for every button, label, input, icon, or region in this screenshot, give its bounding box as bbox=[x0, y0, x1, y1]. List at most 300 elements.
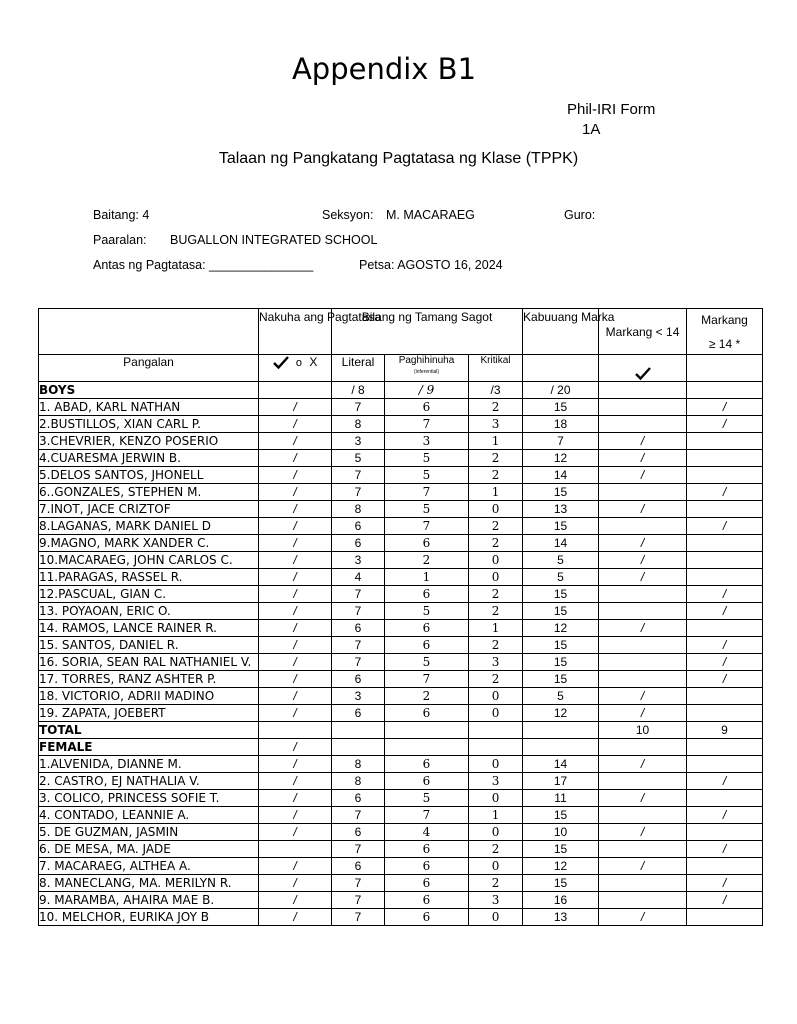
kritikal-score: 0 bbox=[469, 824, 523, 841]
kritikal-score: 0 bbox=[469, 569, 523, 586]
below-14-mark bbox=[599, 671, 687, 688]
at-least-14-mark bbox=[687, 824, 763, 841]
student-row bbox=[39, 671, 763, 688]
taken-mark: / bbox=[259, 875, 332, 892]
taken-mark: / bbox=[259, 790, 332, 807]
paghihinuha-score: 6 bbox=[385, 535, 469, 552]
below-14-mark bbox=[599, 875, 687, 892]
at-least-14-mark: / bbox=[687, 586, 763, 603]
student-row bbox=[39, 875, 763, 892]
page-title: Appendix B1 bbox=[291, 52, 477, 86]
taken-mark: / bbox=[259, 518, 332, 535]
kritikal-max: /3 bbox=[469, 382, 523, 399]
total-score: 15 bbox=[523, 518, 599, 535]
total-score: 14 bbox=[523, 467, 599, 484]
header-kritikal: Kritikal bbox=[469, 355, 523, 382]
student-name: 10.MACARAEG, JOHN CARLOS C. bbox=[39, 552, 259, 569]
header-lt-check bbox=[599, 355, 687, 382]
below-14-mark: / bbox=[599, 688, 687, 705]
total-score: 13 bbox=[523, 501, 599, 518]
header-nakuha: Nakuha ang Pagtatasa bbox=[259, 309, 332, 355]
female-section-row bbox=[39, 739, 763, 756]
total-score: 13 bbox=[523, 909, 599, 926]
kritikal-score: 0 bbox=[469, 858, 523, 875]
literal-score: 5 bbox=[332, 450, 385, 467]
literal-max: / 8 bbox=[332, 382, 385, 399]
kritikal-score: 0 bbox=[469, 688, 523, 705]
kritikal-score: 2 bbox=[469, 841, 523, 858]
student-row bbox=[39, 467, 763, 484]
kritikal-score: 2 bbox=[469, 399, 523, 416]
header-ge-blank bbox=[687, 355, 763, 382]
at-least-14-mark: / bbox=[687, 841, 763, 858]
header-paghihinuha: Paghihinuha (inferential) bbox=[385, 355, 469, 382]
student-row bbox=[39, 654, 763, 671]
assessment-date: Petsa: AGOSTO 16, 2024 bbox=[359, 258, 503, 272]
below-14-mark bbox=[599, 484, 687, 501]
student-row bbox=[39, 433, 763, 450]
total-at-least-14: 9 bbox=[687, 722, 763, 739]
below-14-mark bbox=[599, 637, 687, 654]
student-row bbox=[39, 892, 763, 909]
below-14-mark: / bbox=[599, 535, 687, 552]
kritikal-score: 2 bbox=[469, 637, 523, 654]
form-subtitle: Talaan ng Pangkatang Pagtatasa ng Klase (TPPK) bbox=[218, 150, 579, 167]
taken-mark: / bbox=[259, 739, 332, 756]
student-row bbox=[39, 858, 763, 875]
empty-cell bbox=[599, 739, 687, 756]
taken-mark: / bbox=[259, 552, 332, 569]
header-markang-ge-line2: ≥ 14 * bbox=[708, 336, 741, 351]
at-least-14-mark: / bbox=[687, 892, 763, 909]
student-row bbox=[39, 824, 763, 841]
header-blank bbox=[39, 309, 259, 355]
student-name: 4.CUARESMA JERWIN B. bbox=[39, 450, 259, 467]
taken-mark: / bbox=[259, 858, 332, 875]
total-score: 5 bbox=[523, 569, 599, 586]
literal-score: 6 bbox=[332, 705, 385, 722]
literal-score: 7 bbox=[332, 467, 385, 484]
taken-mark: / bbox=[259, 535, 332, 552]
paghihinuha-score: 6 bbox=[385, 586, 469, 603]
at-least-14-mark: / bbox=[687, 671, 763, 688]
header-markang-ge bbox=[687, 309, 763, 355]
student-name: 8.LAGANAS, MARK DANIEL D bbox=[39, 518, 259, 535]
literal-score: 7 bbox=[332, 807, 385, 824]
at-least-14-mark: / bbox=[687, 399, 763, 416]
kritikal-score: 0 bbox=[469, 705, 523, 722]
at-least-14-mark: / bbox=[687, 875, 763, 892]
student-name: 15. SANTOS, DANIEL R. bbox=[39, 637, 259, 654]
empty-cell bbox=[332, 722, 385, 739]
literal-score: 6 bbox=[332, 620, 385, 637]
total-score: 12 bbox=[523, 450, 599, 467]
student-name: 5. DE GUZMAN, JASMIN bbox=[39, 824, 259, 841]
header-literal: Literal bbox=[332, 355, 385, 382]
student-name: 17. TORRES, RANZ ASHTER P. bbox=[39, 671, 259, 688]
paghihinuha-score: 6 bbox=[385, 858, 469, 875]
total-score: 5 bbox=[523, 688, 599, 705]
total-score: 12 bbox=[523, 705, 599, 722]
taken-mark: / bbox=[259, 450, 332, 467]
student-name: 2.BUSTILLOS, XIAN CARL P. bbox=[39, 416, 259, 433]
form-number: 1A bbox=[582, 121, 601, 138]
paghihinuha-score: 6 bbox=[385, 892, 469, 909]
literal-score: 6 bbox=[332, 824, 385, 841]
header-pangalan: Pangalan bbox=[39, 355, 259, 382]
student-row bbox=[39, 535, 763, 552]
total-score: 12 bbox=[523, 620, 599, 637]
literal-score: 6 bbox=[332, 790, 385, 807]
below-14-mark: / bbox=[599, 620, 687, 637]
student-row bbox=[39, 773, 763, 790]
paghihinuha-score: 2 bbox=[385, 552, 469, 569]
taken-mark: / bbox=[259, 756, 332, 773]
teacher-label: Guro: bbox=[564, 208, 596, 222]
student-name: 3. COLICO, PRINCESS SOFIE T. bbox=[39, 790, 259, 807]
total-score: 15 bbox=[523, 603, 599, 620]
taken-mark: / bbox=[259, 467, 332, 484]
checkmark-icon bbox=[273, 356, 289, 369]
paghihinuha-score: 6 bbox=[385, 841, 469, 858]
student-row bbox=[39, 518, 763, 535]
assessment-level: Antas ng Pagtatasa: _______________ bbox=[93, 258, 314, 272]
below-14-mark bbox=[599, 654, 687, 671]
kritikal-score: 3 bbox=[469, 416, 523, 433]
paghihinuha-score: 5 bbox=[385, 467, 469, 484]
literal-score: 3 bbox=[332, 688, 385, 705]
kritikal-score: 0 bbox=[469, 501, 523, 518]
student-row bbox=[39, 756, 763, 773]
below-14-mark: / bbox=[599, 569, 687, 586]
kritikal-score: 0 bbox=[469, 790, 523, 807]
below-14-mark bbox=[599, 399, 687, 416]
kritikal-score: 1 bbox=[469, 433, 523, 450]
grade-label: Baitang: 4 bbox=[93, 208, 150, 222]
student-name: 10. MELCHOR, EURIKA JOY B bbox=[39, 909, 259, 926]
at-least-14-mark bbox=[687, 705, 763, 722]
taken-mark: / bbox=[259, 824, 332, 841]
at-least-14-mark bbox=[687, 552, 763, 569]
below-14-mark bbox=[599, 892, 687, 909]
empty-cell bbox=[259, 382, 332, 399]
student-name: 5.DELOS SANTOS, JHONELL bbox=[39, 467, 259, 484]
total-score: 14 bbox=[523, 756, 599, 773]
total-score: 15 bbox=[523, 637, 599, 654]
total-score: 15 bbox=[523, 875, 599, 892]
section-value: M. MACARAEG bbox=[386, 208, 475, 222]
below-14-mark bbox=[599, 773, 687, 790]
paghihinuha-score: 6 bbox=[385, 875, 469, 892]
literal-score: 7 bbox=[332, 399, 385, 416]
kritikal-score: 0 bbox=[469, 552, 523, 569]
paghihinuha-score: 5 bbox=[385, 603, 469, 620]
paghihinuha-score: 4 bbox=[385, 824, 469, 841]
header-markang-lt: Markang < 14 bbox=[599, 309, 687, 355]
student-name: 1. ABAD, KARL NATHAN bbox=[39, 399, 259, 416]
literal-score: 7 bbox=[332, 654, 385, 671]
kritikal-score: 2 bbox=[469, 603, 523, 620]
student-row bbox=[39, 501, 763, 518]
student-row bbox=[39, 688, 763, 705]
student-row bbox=[39, 841, 763, 858]
kritikal-score: 0 bbox=[469, 909, 523, 926]
header-kabuuang-blank bbox=[523, 355, 599, 382]
literal-score: 8 bbox=[332, 773, 385, 790]
paghihinuha-score: 7 bbox=[385, 484, 469, 501]
literal-score: 6 bbox=[332, 858, 385, 875]
header-inferential: inferential bbox=[415, 369, 438, 375]
student-name: 7. MACARAEG, ALTHEA A. bbox=[39, 858, 259, 875]
kritikal-score: 2 bbox=[469, 518, 523, 535]
at-least-14-mark: / bbox=[687, 416, 763, 433]
form-label: Phil-IRI Form bbox=[567, 101, 656, 118]
legend-x: X bbox=[309, 355, 318, 369]
at-least-14-mark bbox=[687, 535, 763, 552]
taken-mark: / bbox=[259, 688, 332, 705]
taken-mark: / bbox=[259, 773, 332, 790]
at-least-14-mark bbox=[687, 909, 763, 926]
literal-score: 7 bbox=[332, 892, 385, 909]
student-name: 8. MANECLANG, MA. MERILYN R. bbox=[39, 875, 259, 892]
total-score: 15 bbox=[523, 484, 599, 501]
paghihinuha-score: 5 bbox=[385, 654, 469, 671]
at-least-14-mark: / bbox=[687, 518, 763, 535]
at-least-14-mark bbox=[687, 467, 763, 484]
literal-score: 3 bbox=[332, 552, 385, 569]
below-14-mark: / bbox=[599, 501, 687, 518]
taken-mark: / bbox=[259, 620, 332, 637]
at-least-14-mark bbox=[687, 433, 763, 450]
taken-mark: / bbox=[259, 586, 332, 603]
literal-score: 4 bbox=[332, 569, 385, 586]
total-score: 7 bbox=[523, 433, 599, 450]
total-score: 15 bbox=[523, 654, 599, 671]
total-score: 14 bbox=[523, 535, 599, 552]
student-name: 12.PASCUAL, GIAN C. bbox=[39, 586, 259, 603]
total-below-14: 10 bbox=[599, 722, 687, 739]
literal-score: 8 bbox=[332, 756, 385, 773]
below-14-mark: / bbox=[599, 824, 687, 841]
below-14-mark bbox=[599, 586, 687, 603]
kritikal-score: 1 bbox=[469, 484, 523, 501]
total-score: 15 bbox=[523, 586, 599, 603]
literal-score: 8 bbox=[332, 416, 385, 433]
total-score: 15 bbox=[523, 399, 599, 416]
student-row bbox=[39, 790, 763, 807]
total-row bbox=[39, 722, 763, 739]
taken-mark: / bbox=[259, 569, 332, 586]
literal-score: 7 bbox=[332, 841, 385, 858]
student-name: 2. CASTRO, EJ NATHALIA V. bbox=[39, 773, 259, 790]
at-least-14-mark bbox=[687, 501, 763, 518]
kritikal-score: 3 bbox=[469, 773, 523, 790]
taken-mark: / bbox=[259, 654, 332, 671]
kritikal-score: 2 bbox=[469, 450, 523, 467]
paghihinuha-score: 6 bbox=[385, 705, 469, 722]
header-bilang: Bilang ng Tamang Sagot bbox=[332, 309, 523, 355]
below-14-mark bbox=[599, 841, 687, 858]
taken-mark: / bbox=[259, 603, 332, 620]
at-least-14-mark bbox=[687, 620, 763, 637]
below-14-mark: / bbox=[599, 552, 687, 569]
empty-cell bbox=[523, 722, 599, 739]
below-14-mark bbox=[599, 416, 687, 433]
total-score: 15 bbox=[523, 841, 599, 858]
below-14-mark: / bbox=[599, 858, 687, 875]
total-score: 12 bbox=[523, 858, 599, 875]
paghihinuha-score: 5 bbox=[385, 501, 469, 518]
below-14-mark: / bbox=[599, 705, 687, 722]
at-least-14-mark bbox=[687, 790, 763, 807]
empty-cell bbox=[385, 739, 469, 756]
total-score: 10 bbox=[523, 824, 599, 841]
taken-mark bbox=[259, 841, 332, 858]
kritikal-score: 2 bbox=[469, 671, 523, 688]
empty-cell bbox=[469, 739, 523, 756]
literal-score: 6 bbox=[332, 518, 385, 535]
kritikal-score: 3 bbox=[469, 654, 523, 671]
section-label: FEMALE bbox=[39, 739, 259, 756]
literal-score: 6 bbox=[332, 535, 385, 552]
student-name: 6. DE MESA, MA. JADE bbox=[39, 841, 259, 858]
taken-mark: / bbox=[259, 807, 332, 824]
below-14-mark bbox=[599, 807, 687, 824]
below-14-mark: / bbox=[599, 756, 687, 773]
student-name: 11.PARAGAS, RASSEL R. bbox=[39, 569, 259, 586]
paghihinuha-score: 6 bbox=[385, 637, 469, 654]
boys-section-row bbox=[39, 382, 763, 399]
kritikal-score: 2 bbox=[469, 535, 523, 552]
kritikal-score: 0 bbox=[469, 756, 523, 773]
total-score: 15 bbox=[523, 671, 599, 688]
taken-mark: / bbox=[259, 637, 332, 654]
legend-o: o bbox=[295, 357, 303, 369]
literal-score: 7 bbox=[332, 875, 385, 892]
taken-mark: / bbox=[259, 909, 332, 926]
section-label: Seksyon: bbox=[322, 208, 374, 222]
at-least-14-mark: / bbox=[687, 637, 763, 654]
total-score: 5 bbox=[523, 552, 599, 569]
kritikal-score: 2 bbox=[469, 467, 523, 484]
student-row bbox=[39, 603, 763, 620]
paghihinuha-score: 7 bbox=[385, 416, 469, 433]
student-row bbox=[39, 552, 763, 569]
student-row bbox=[39, 416, 763, 433]
student-name: 3.CHEVRIER, KENZO POSERIO bbox=[39, 433, 259, 450]
school-label: Paaralan: bbox=[93, 233, 147, 247]
section-label: BOYS bbox=[39, 382, 259, 399]
taken-mark: / bbox=[259, 484, 332, 501]
kritikal-score: 2 bbox=[469, 875, 523, 892]
student-row bbox=[39, 807, 763, 824]
kritikal-score: 2 bbox=[469, 586, 523, 603]
at-least-14-mark: / bbox=[687, 807, 763, 824]
paghihinuha-score: 5 bbox=[385, 790, 469, 807]
literal-score: 3 bbox=[332, 433, 385, 450]
student-row bbox=[39, 399, 763, 416]
kritikal-score: 1 bbox=[469, 807, 523, 824]
paghihinuha-score: 6 bbox=[385, 773, 469, 790]
literal-score: 7 bbox=[332, 603, 385, 620]
checkmark-icon bbox=[635, 367, 651, 380]
taken-mark: / bbox=[259, 433, 332, 450]
paghihinuha-score: 6 bbox=[385, 756, 469, 773]
taken-mark: / bbox=[259, 671, 332, 688]
below-14-mark: / bbox=[599, 433, 687, 450]
at-least-14-mark bbox=[687, 569, 763, 586]
at-least-14-mark: / bbox=[687, 773, 763, 790]
student-row bbox=[39, 484, 763, 501]
at-least-14-mark: / bbox=[687, 603, 763, 620]
below-14-mark bbox=[599, 518, 687, 535]
empty-cell bbox=[599, 382, 687, 399]
at-least-14-mark bbox=[687, 756, 763, 773]
taken-mark: / bbox=[259, 705, 332, 722]
paghihinuha-score: 6 bbox=[385, 620, 469, 637]
paghihinuha-score: 6 bbox=[385, 399, 469, 416]
kritikal-score: 3 bbox=[469, 892, 523, 909]
paghihinuha-score: 1 bbox=[385, 569, 469, 586]
student-row bbox=[39, 705, 763, 722]
total-score: 16 bbox=[523, 892, 599, 909]
student-row bbox=[39, 569, 763, 586]
empty-cell bbox=[259, 722, 332, 739]
student-name: 9. MARAMBA, AHAIRA MAE B. bbox=[39, 892, 259, 909]
student-row bbox=[39, 586, 763, 603]
tppk-table bbox=[38, 308, 763, 926]
below-14-mark: / bbox=[599, 909, 687, 926]
student-name: 9.MAGNO, MARK XANDER C. bbox=[39, 535, 259, 552]
student-row bbox=[39, 450, 763, 467]
paghihinuha-score: 7 bbox=[385, 807, 469, 824]
at-least-14-mark bbox=[687, 858, 763, 875]
literal-score: 7 bbox=[332, 637, 385, 654]
student-name: 6..GONZALES, STEPHEN M. bbox=[39, 484, 259, 501]
student-name: 4. CONTADO, LEANNIE A. bbox=[39, 807, 259, 824]
student-row bbox=[39, 620, 763, 637]
total-score: 15 bbox=[523, 807, 599, 824]
literal-score: 7 bbox=[332, 586, 385, 603]
total-score: 17 bbox=[523, 773, 599, 790]
header-paghihinuha-label: Paghihinuha bbox=[398, 355, 455, 366]
paghihinuha-score: 7 bbox=[385, 518, 469, 535]
student-name: 14. RAMOS, LANCE RAINER R. bbox=[39, 620, 259, 637]
header-markang-ge-line1: Markang bbox=[701, 312, 748, 327]
school-value: BUGALLON INTEGRATED SCHOOL bbox=[170, 233, 378, 247]
student-name: 16. SORIA, SEAN RAL NATHANIEL V. bbox=[39, 654, 259, 671]
paghihinuha-score: 5 bbox=[385, 450, 469, 467]
total-score: 18 bbox=[523, 416, 599, 433]
below-14-mark bbox=[599, 603, 687, 620]
taken-mark: / bbox=[259, 399, 332, 416]
taken-mark: / bbox=[259, 501, 332, 518]
paghihinuha-score: 3 bbox=[385, 433, 469, 450]
below-14-mark: / bbox=[599, 467, 687, 484]
literal-score: 8 bbox=[332, 501, 385, 518]
taken-mark: / bbox=[259, 892, 332, 909]
student-name: 1.ALVENIDA, DIANNE M. bbox=[39, 756, 259, 773]
header-taken-legend bbox=[259, 355, 332, 382]
total-score: 11 bbox=[523, 790, 599, 807]
kritikal-score: 1 bbox=[469, 620, 523, 637]
paghihinuha-score: 2 bbox=[385, 688, 469, 705]
header-kabuuang: Kabuuang Marka bbox=[523, 309, 599, 355]
at-least-14-mark: / bbox=[687, 484, 763, 501]
empty-cell bbox=[523, 739, 599, 756]
paghihinuha-max: / 9 bbox=[385, 382, 469, 399]
total-max: / 20 bbox=[523, 382, 599, 399]
